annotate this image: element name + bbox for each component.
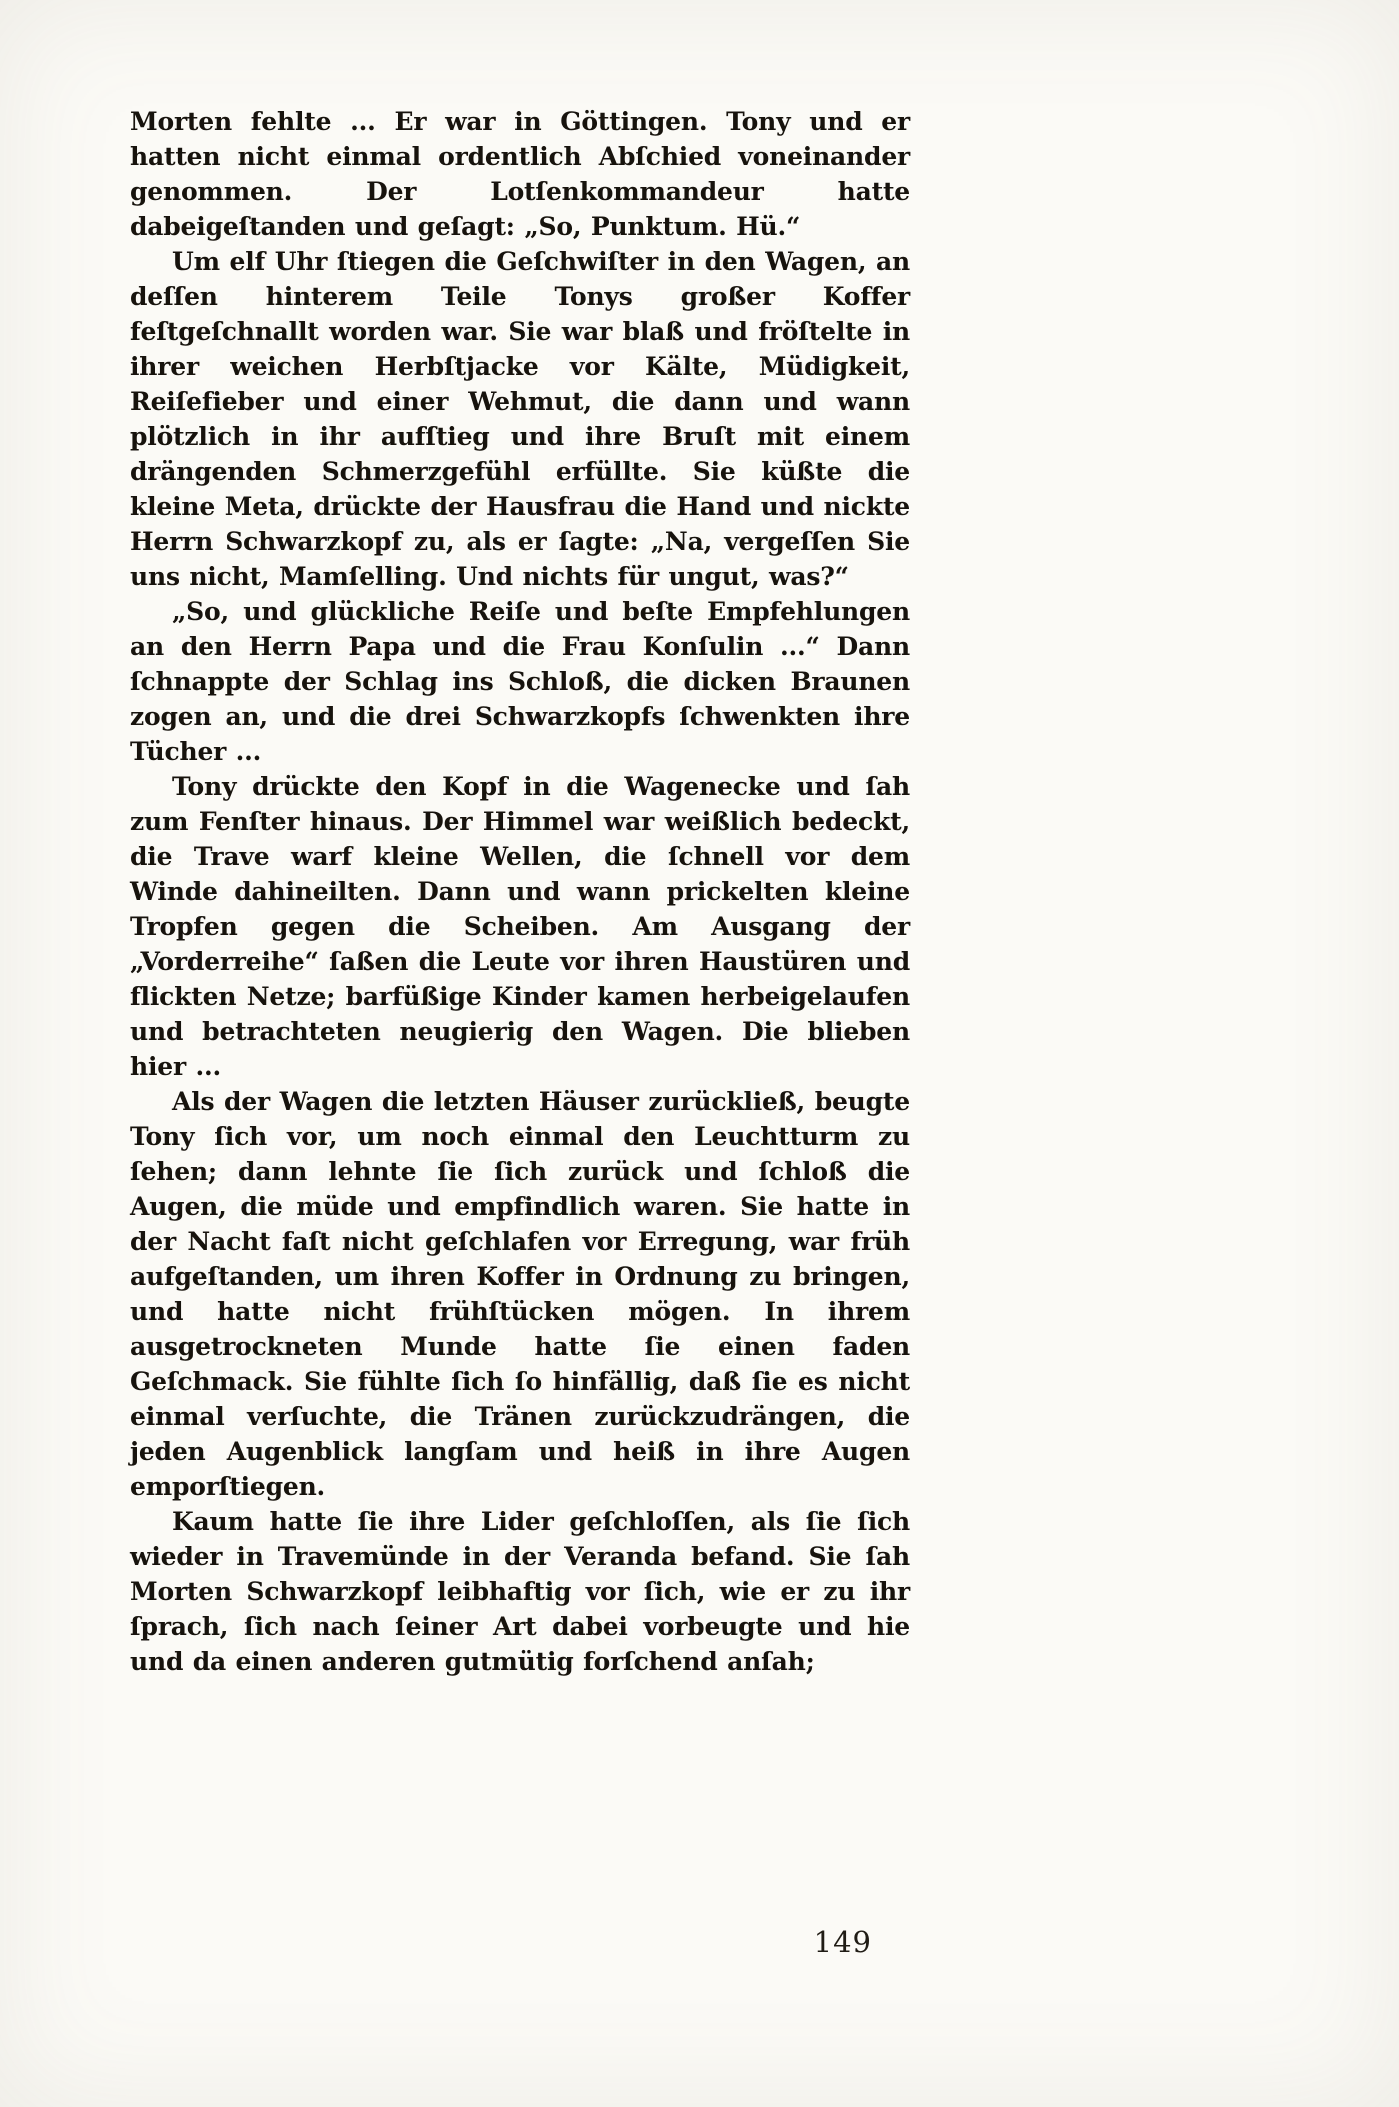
paragraph: Tony drückte den Kopf in die Wagenecke und ſah zum Fenſter hinaus. Der Himmel war weißlich bedeckt, die Trave warf kleine Wellen, die ſchnell vor dem Winde dahineilten. Dann und wann prickelten kleine Tropfen gegen die Scheiben. Am Ausgang der „Vorderreihe“ ſaßen die Leute vor ihren Haustüren und flickten Netze; barfüßige Kinder kamen herbeigelaufen und betrachteten neugierig den Wagen. Die blieben hier ... [130,772,910,1081]
paragraph: „So, und glückliche Reiſe und beſte Empfehlungen an den Herrn Papa und die Frau Konſulin ...“ Dann ſchnappte der Schlag ins Schloß, die dicken Braunen zogen an, und die drei Schwarzkopfs ſchwenkten ihre Tücher ... [130,597,910,766]
page-text [130,104,910,1679]
paragraph: Um elf Uhr ſtiegen die Geſchwiſter in den Wagen, an deſſen hinterem Teile Tonys großer Koffer feſtgeſchnallt worden war. Sie war blaß und fröſtelte in ihrer weichen Herbſtjacke vor Kälte, Müdigkeit, Reiſefieber und einer Wehmut, die dann und wann plötzlich in ihr aufſtieg und ihre Bruſt mit einem drängenden Schmerzgefühl erfüllte. Sie küßte die kleine Meta, drückte der Hausfrau die Hand und nickte Herrn Schwarzkopf zu, als er ſagte: „Na, vergeſſen Sie uns nicht, Mamſelling. Und nichts für ungut, was?“ [130,247,910,591]
paragraph: Als der Wagen die letzten Häuser zurückließ, beugte Tony ſich vor, um noch einmal den Leuchtturm zu ſehen; dann lehnte ſie ſich zurück und ſchloß die Augen, die müde und empfindlich waren. Sie hatte in der Nacht faſt nicht geſchlafen vor Erregung, war früh aufgeſtanden, um ihren Koffer in Ordnung zu bringen, und hatte nicht frühſtücken mögen. In ihrem ausgetrockneten Munde hatte ſie einen faden Geſchmack. Sie fühlte ſich ſo hinfällig, daß ſie es nicht einmal verſuchte, die Tränen zurückzudrängen, die jeden Augenblick langſam und heiß in ihre Augen emporſtiegen. [130,1087,910,1501]
page-number: 149 [813,1925,872,1959]
paragraph: Morten fehlte ... Er war in Göttingen. Tony und er hatten nicht einmal ordentlich Abſchied voneinander genommen. Der Lotſenkommandeur hatte dabeigeſtanden und geſagt: „So, Punktum. Hü.“ [130,107,910,241]
paragraph: Kaum hatte ſie ihre Lider geſchloſſen, als ſie ſich wieder in Travemünde in der Veranda befand. Sie ſah Morten Schwarzkopf leibhaftig vor ſich, wie er zu ihr ſprach, ſich nach ſeiner Art dabei vorbeugte und hie und da einen anderen gutmütig forſchend anſah; [130,1507,910,1676]
